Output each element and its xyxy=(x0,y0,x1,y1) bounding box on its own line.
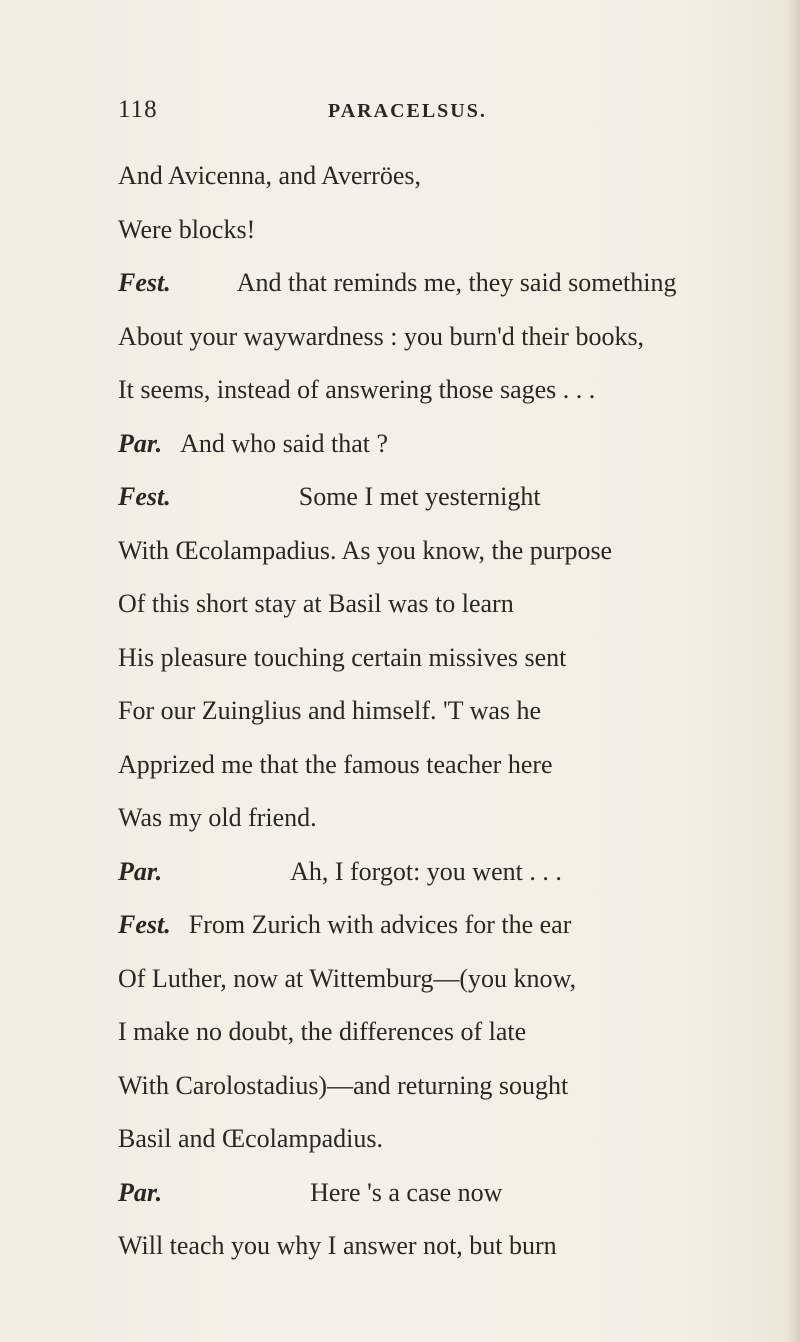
verse-line-text: With Œcolampadius. As you know, the purpose xyxy=(118,535,613,565)
verse-line-text: Apprized me that the famous teacher here xyxy=(118,749,553,779)
speaker-label: Fest. xyxy=(118,268,171,297)
verse-line-text: It seems, instead of answering those sages . . . xyxy=(118,375,596,404)
speaker-label: Par. xyxy=(118,1177,163,1207)
speaker-label: Fest. xyxy=(118,482,171,511)
verse-line-text: For our Zuinglius and himself. 'T was he xyxy=(118,696,542,725)
verse-line-text: And who said that ? xyxy=(180,428,389,458)
verse-line xyxy=(118,1230,798,1284)
verse-line xyxy=(118,1070,798,1124)
verse-line-text: Here 's a case now xyxy=(310,1177,503,1207)
speaker-label: Fest. xyxy=(118,910,171,939)
verse-line xyxy=(118,802,798,856)
verse-line xyxy=(118,695,798,749)
verse-line xyxy=(118,481,798,535)
verse-line-text: Some I met yesternight xyxy=(298,482,541,511)
verse-line xyxy=(118,642,798,696)
running-title: PARACELSUS. xyxy=(328,100,487,122)
page-header xyxy=(118,96,678,126)
page-number: 118 xyxy=(118,96,158,123)
verse-line xyxy=(118,321,798,375)
verse-line-text: Basil and Œcolampadius. xyxy=(118,1124,384,1153)
verse-line xyxy=(118,160,798,214)
verse-line-text: And Avicenna, and Averröes, xyxy=(118,161,421,190)
verse-line-text: With Carolostadius)—and returning sought xyxy=(118,1070,569,1100)
verse-line xyxy=(118,1016,798,1070)
verse-line xyxy=(118,856,798,910)
verse-line xyxy=(118,1123,798,1177)
verse-line-text: And that reminds me, they said something xyxy=(236,268,677,297)
verse-line-text: About your waywardness : you burn'd their books, xyxy=(118,321,645,351)
verse-line-text: Of this short stay at Basil was to learn xyxy=(118,589,514,618)
verse-line xyxy=(118,428,798,482)
verse-line xyxy=(118,214,798,268)
verse-line-text: Was my old friend. xyxy=(118,803,317,832)
verse-line-text: Were blocks! xyxy=(118,214,256,244)
verse-line xyxy=(118,535,798,589)
verse-line-text: His pleasure touching certain missives sent xyxy=(118,642,567,672)
verse-line xyxy=(118,1177,798,1231)
verse-line-text: From Zurich with advices for the ear xyxy=(188,910,572,939)
verse-line-text: I make no doubt, the differences of late xyxy=(118,1017,527,1046)
speaker-label: Par. xyxy=(118,856,163,886)
verse-line xyxy=(118,267,798,321)
verse-line xyxy=(118,374,798,428)
verse-line xyxy=(118,588,798,642)
verse-line xyxy=(118,963,798,1017)
verse-line-text: Ah, I forgot: you went . . . xyxy=(290,856,562,886)
speaker-label: Par. xyxy=(118,428,163,458)
verse-line-text: Of Luther, now at Wittemburg—(you know, xyxy=(118,963,577,993)
verse-line-text: Will teach you why I answer not, but burn xyxy=(118,1231,557,1260)
verse-text xyxy=(118,160,798,1284)
verse-line xyxy=(118,749,798,803)
verse-line xyxy=(118,909,798,963)
